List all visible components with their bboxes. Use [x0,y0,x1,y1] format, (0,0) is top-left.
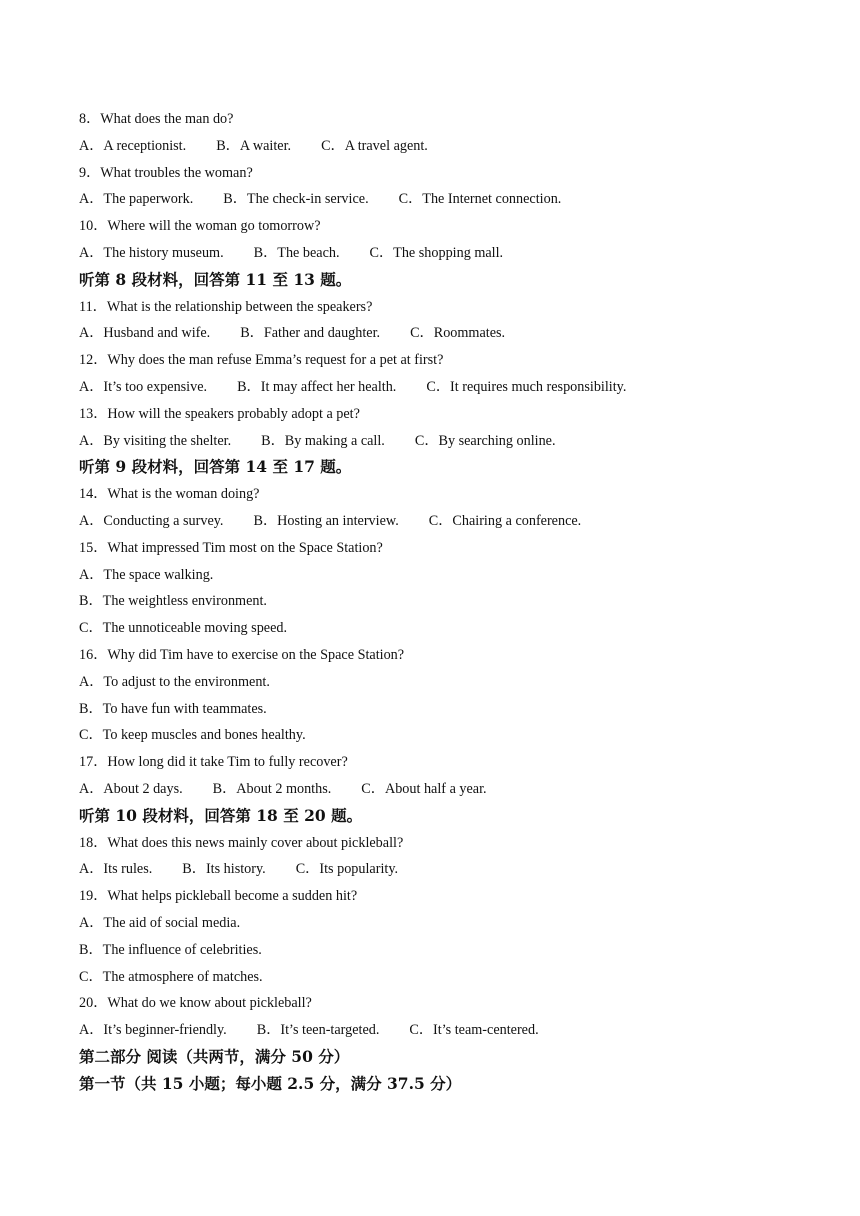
question-line: 13．How will the speakers probably adopt a pet? [79,405,360,422]
answer-option: B．Its history. [182,861,266,878]
answer-option: C．Chairing a conference. [428,512,582,529]
answer-option: A．Husband and wife. [79,325,211,342]
answer-option: B．It may affect her health. [237,378,397,395]
answer-option: A．The history museum. [79,244,224,261]
answer-option: C．Roommates. [410,325,506,342]
answer-option: C．It requires much responsibility. [426,378,627,395]
question-line: 20．What do we know about pickleball? [79,995,312,1012]
question-line: 12．Why does the man refuse Emma’s request for a pet at first? [79,352,444,369]
answer-option: C．The Internet connection. [398,191,562,208]
answer-option: C．By searching online. [414,432,556,449]
document-page [79,106,799,1097]
answer-option: B．It’s teen-targeted. [256,1022,380,1039]
answer-options-row [79,776,799,803]
answer-option: A．The paperwork. [79,191,194,208]
answer-option: B．Father and daughter. [240,325,381,342]
question-line: 14．What is the woman doing? [79,486,260,503]
answer-option: B．About 2 months. [212,780,332,797]
section-heading: 听第 9 段材料，回答第 14 至 17 题。 [79,457,352,477]
question-line: B．The weightless environment. [79,593,267,610]
answer-option: C．Its popularity. [295,861,399,878]
answer-option: A．By visiting the shelter. [79,432,232,449]
answer-options-row [79,240,799,267]
question-line: 19．What helps pickleball become a sudden hit? [79,888,358,905]
question-line: 9．What troubles the woman? [79,164,253,181]
answer-option: C．It’s team-centered. [409,1022,539,1039]
answer-options-row [79,428,799,455]
answer-option: C．The shopping mall. [369,244,504,261]
answer-option: A．It’s too expensive. [79,378,208,395]
answer-options-row [79,374,799,401]
question-line: 10．Where will the woman go tomorrow? [79,218,321,235]
answer-option: A．A receptionist. [79,137,187,154]
question-line: 8．What does the man do? [79,111,234,127]
question-line: 15．What impressed Tim most on the Space Station? [79,539,383,556]
answer-options-row [79,508,799,535]
question-line: A．To adjust to the environment. [79,673,270,690]
question-line: C．To keep muscles and bones healthy. [79,727,306,744]
section-heading: 听第 10 段材料，回答第 18 至 20 题。 [79,805,363,825]
answer-options-row [79,320,799,347]
answer-option: B．A waiter. [216,137,292,154]
answer-options-row [79,856,799,883]
question-line: B．The influence of celebrities. [79,941,262,958]
question-line: 18．What does this news mainly cover about pickleball? [79,834,404,851]
question-line: C．The atmosphere of matches. [79,968,263,985]
section-heading: 第二部分 阅读（共两节，满分 50 分） [79,1046,350,1066]
answer-option: C．About half a year. [361,780,487,797]
answer-option: A．Its rules. [79,861,153,878]
question-line: 16．Why did Tim have to exercise on the Space Station? [79,646,405,663]
question-line: A．The space walking. [79,566,214,583]
answer-option: A．About 2 days. [79,780,183,797]
section-heading: 听第 8 段材料，回答第 11 至 13 题。 [79,269,352,289]
question-line: 17．How long did it take Tim to fully recover? [79,754,348,771]
answer-option: C．A travel agent. [321,137,428,154]
answer-options-row [79,186,799,213]
question-line: C．The unnoticeable moving speed. [79,620,288,637]
question-line: A．The aid of social media. [79,914,241,931]
answer-option: B．Hosting an interview. [253,512,399,529]
answer-option: A．It’s beginner-friendly. [79,1022,227,1039]
answer-options-row [79,1017,799,1044]
answer-option: B．By making a call. [261,432,385,449]
answer-option: A．Conducting a survey. [79,512,224,529]
section-heading: 第一节（共 15 小题；每小题 2.5 分，满分 37.5 分） [79,1073,462,1093]
question-line: B．To have fun with teammates. [79,700,267,717]
answer-option: B．The beach. [253,244,340,261]
answer-option: B．The check-in service. [223,191,369,208]
answer-options-row [79,133,799,160]
question-line: 11．What is the relationship between the speakers? [79,298,373,315]
